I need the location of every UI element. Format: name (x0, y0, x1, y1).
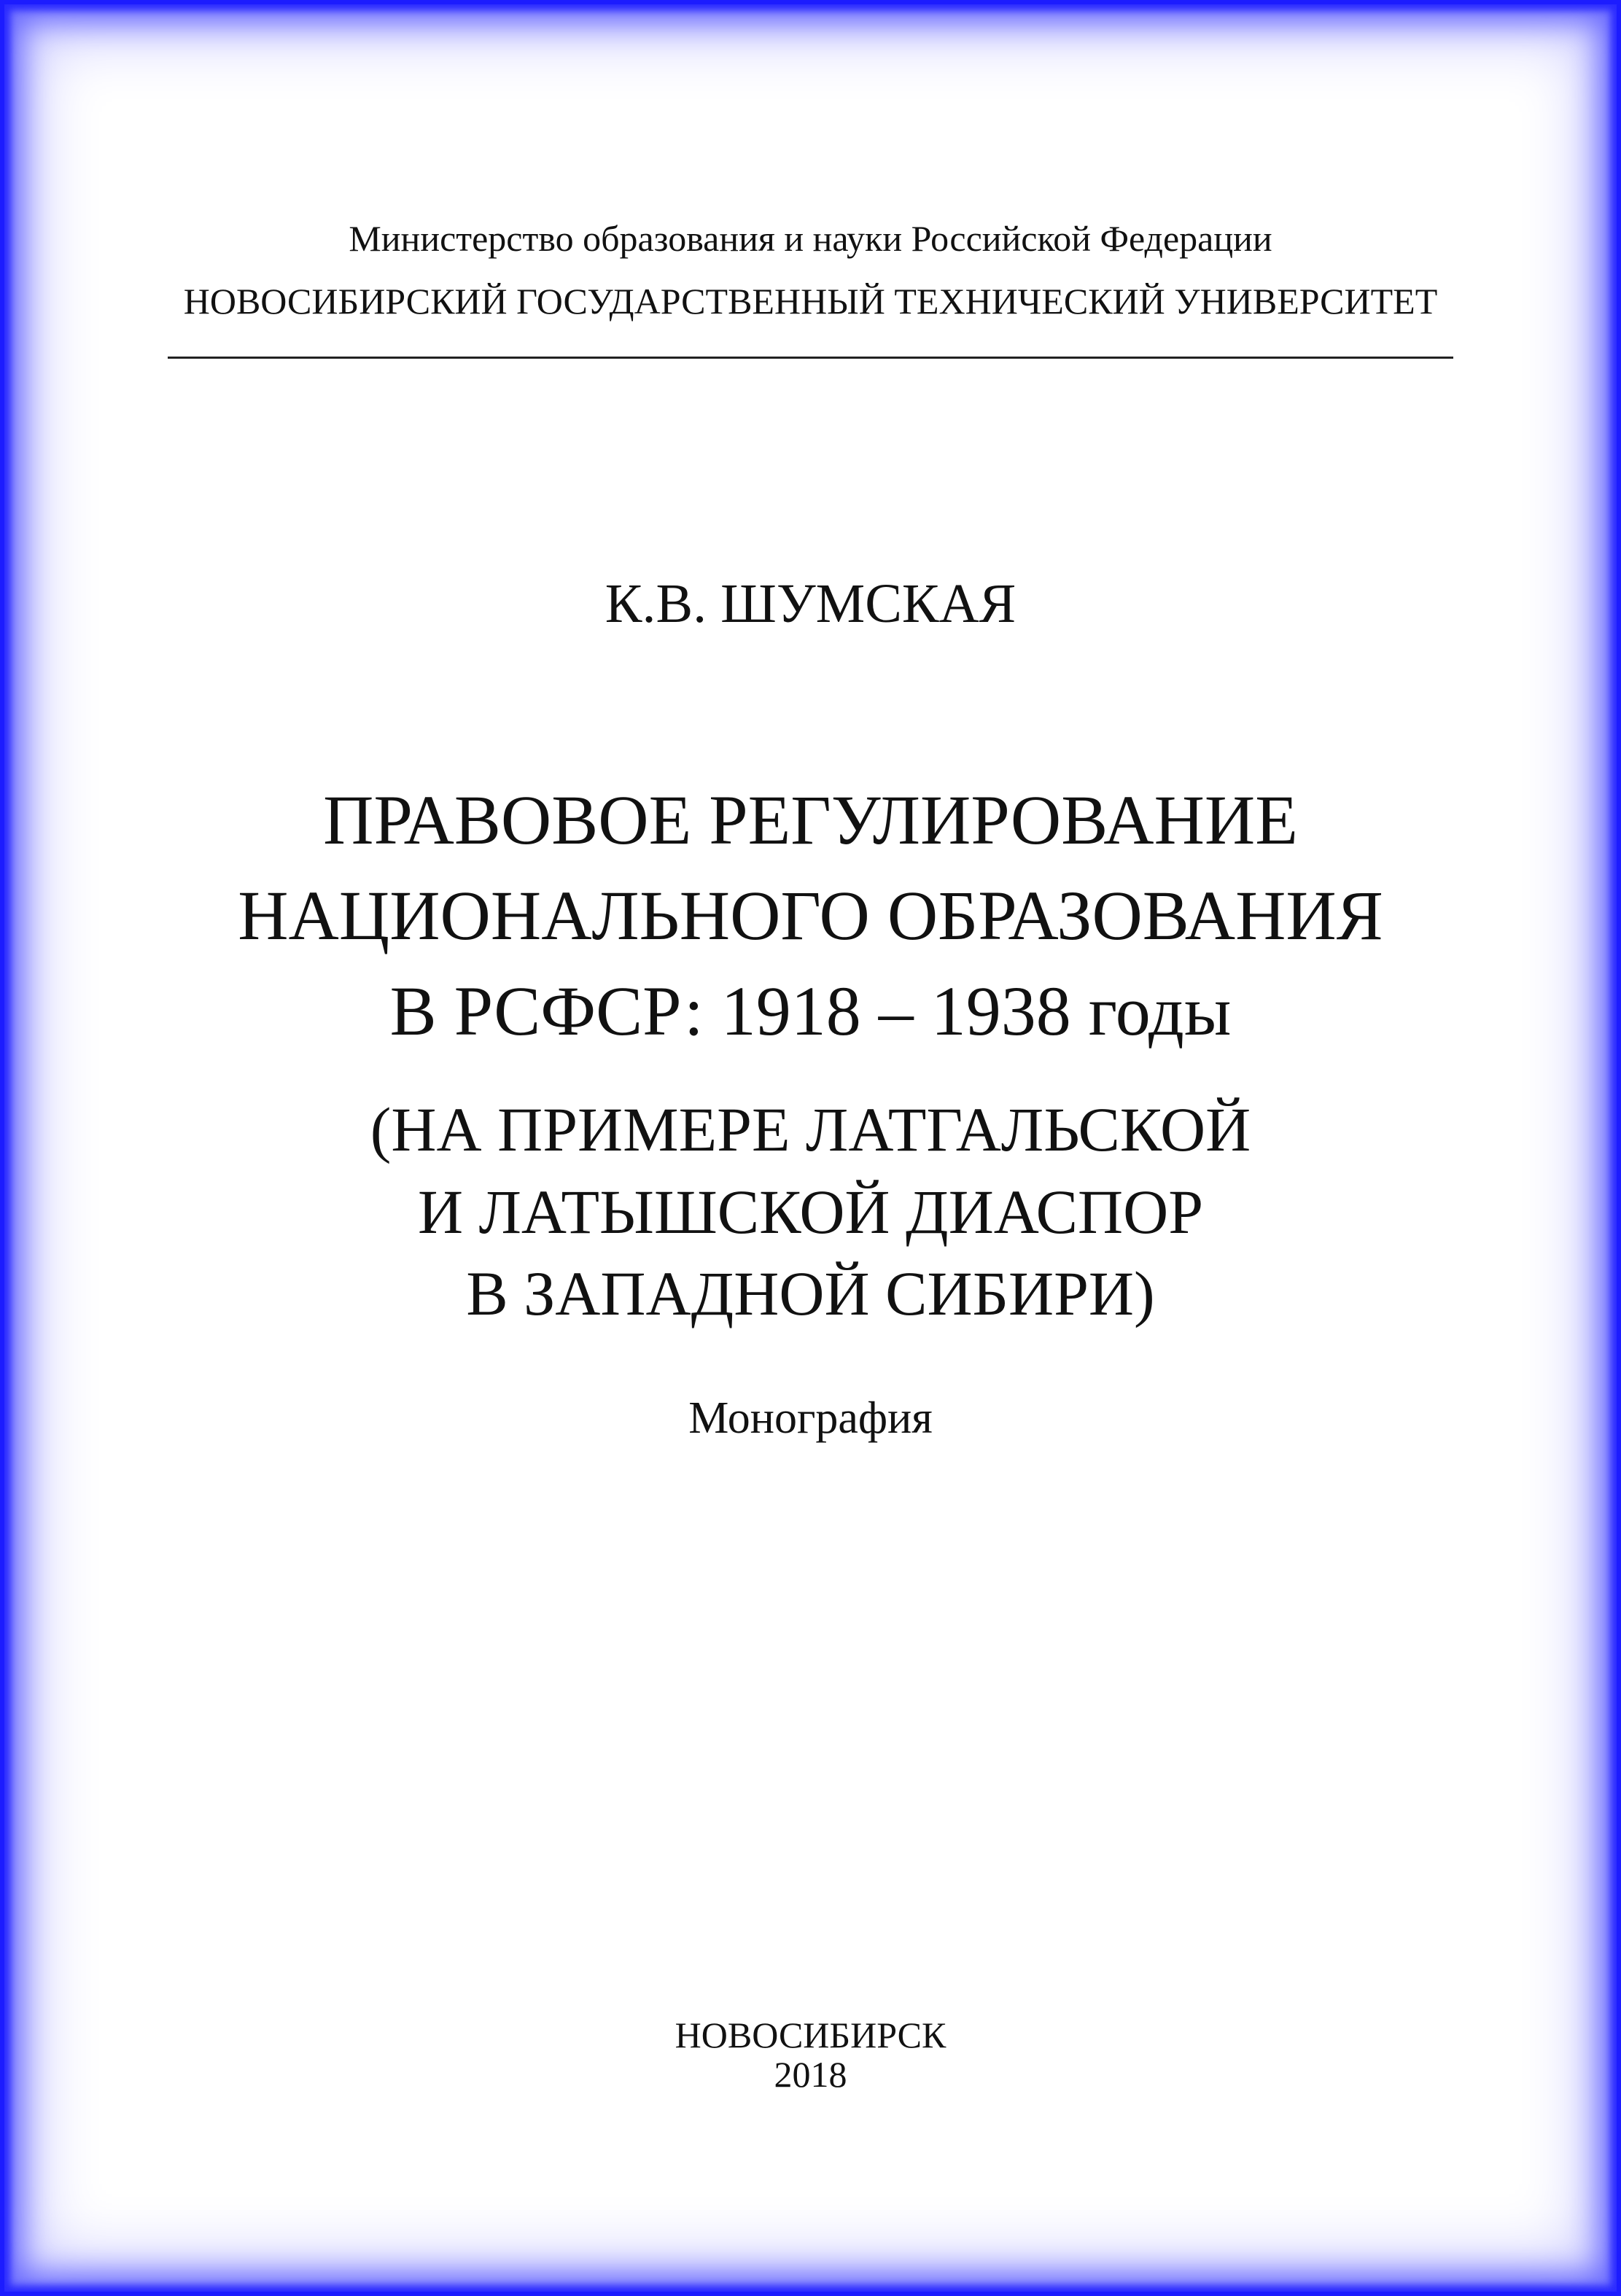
genre-label: Монография (688, 1393, 933, 1443)
title-line-2: НАЦИОНАЛЬНОГО ОБРАЗОВАНИЯ (238, 876, 1383, 954)
university-name: НОВОСИБИРСКИЙ ГОСУДАРСТВЕННЫЙ ТЕХНИЧЕСКИЙ УНИВЕРСИТЕТ (183, 281, 1438, 322)
header-divider (168, 357, 1453, 359)
subtitle-line-1: (НА ПРИМЕРЕ ЛАТГАЛЬСКОЙ (370, 1094, 1251, 1164)
author-name: К.В. ШУМСКАЯ (605, 573, 1016, 634)
title-line-1: ПРАВОВОЕ РЕГУЛИРОВАНИЕ (323, 781, 1298, 859)
subtitle-line-2: И ЛАТЫШСКОЙ ДИАСПОР (417, 1177, 1204, 1247)
title-line-3: В РСФСР: 1918 – 1938 годы (389, 972, 1232, 1050)
ministry-name: Министерство образования и науки Российской Федерации (349, 218, 1272, 259)
imprint-city: НОВОСИБИРСК (675, 2015, 946, 2055)
imprint-year: 2018 (774, 2054, 847, 2095)
subtitle-line-3: В ЗАПАДНОЙ СИБИРИ) (466, 1258, 1155, 1328)
